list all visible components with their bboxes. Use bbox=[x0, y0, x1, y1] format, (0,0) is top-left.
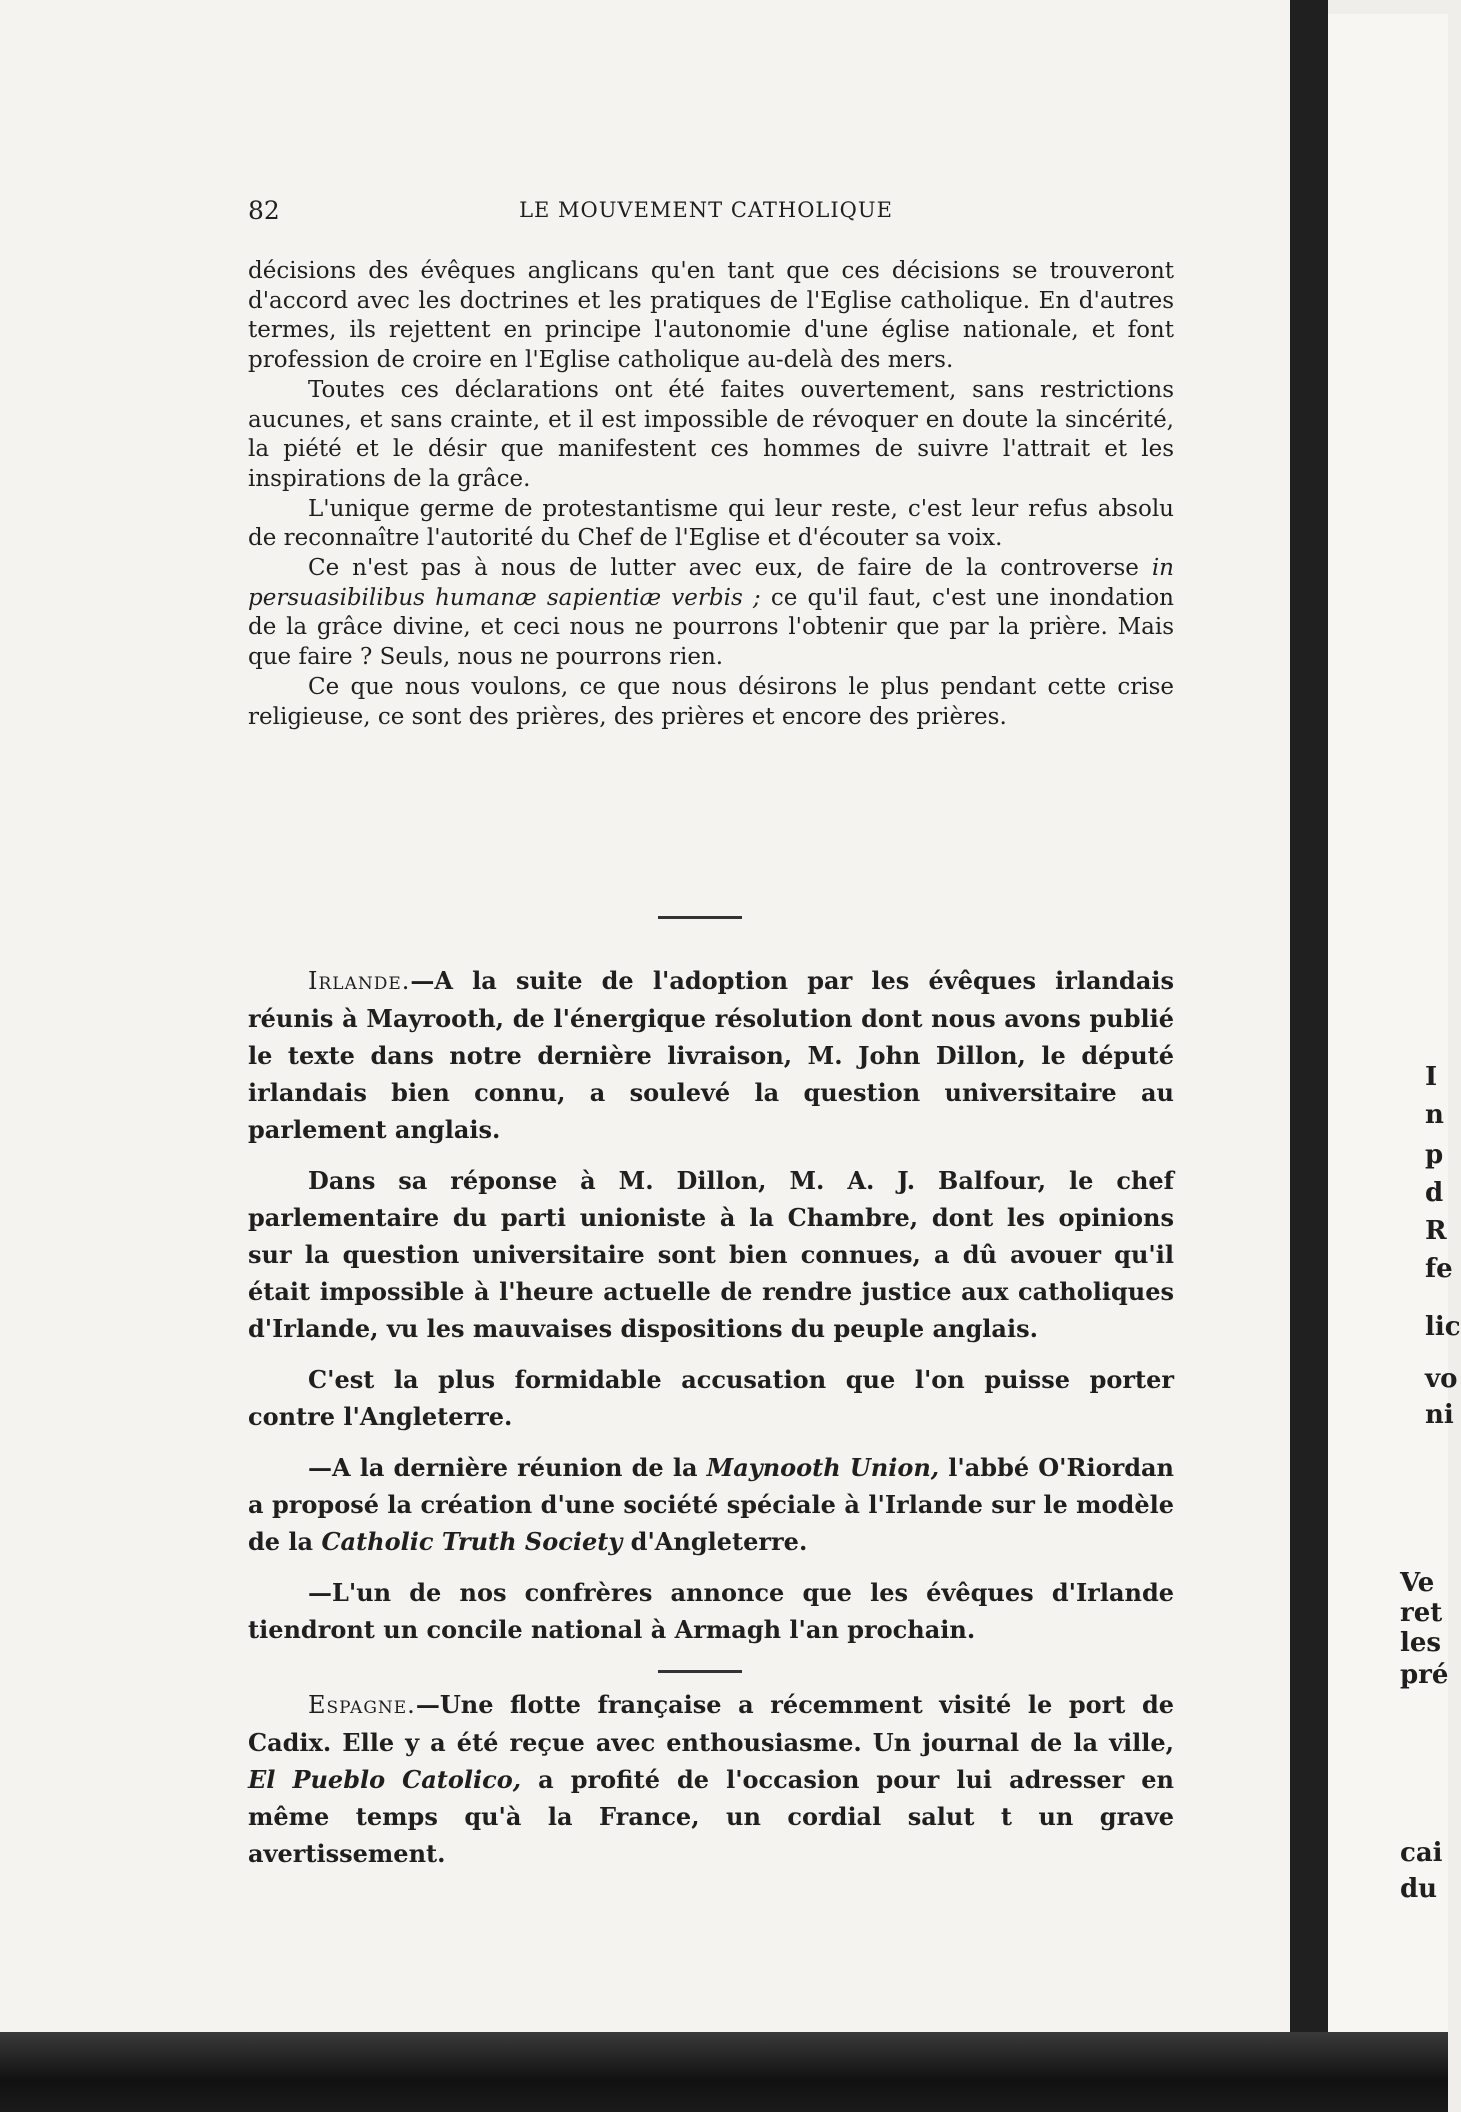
text-run: l'abbé O'Riordan a proposé la création d'une société spéciale à l'Irlande sur le modèle de la bbox=[248, 1453, 1174, 1556]
paragraph bbox=[248, 962, 1174, 1148]
paragraph bbox=[248, 1686, 1174, 1872]
spain-section bbox=[248, 1686, 1174, 1872]
page-fragment: fe bbox=[1425, 1254, 1453, 1284]
page-fragment: I bbox=[1425, 1062, 1438, 1092]
page-fragment: p bbox=[1425, 1140, 1444, 1170]
section-heading: Espagne. bbox=[308, 1691, 416, 1719]
page-fragment: pré bbox=[1400, 1660, 1449, 1690]
paragraph: décisions des évêques anglicans qu'en tant que ces décisions se trouveront d'accord avec les doctrines et les pratiques de l'Eglise catholique. En d'autres termes, ils rejettent en principe l'autonomie d'une église nationale, et font profession de croire en l'Eglise catholique au-delà des mers. bbox=[248, 258, 1174, 374]
page-number: 82 bbox=[248, 196, 280, 225]
latin-quote: in persuasibilibus humanæ sapientiæ verbis ; bbox=[248, 555, 1174, 611]
text-run: Ce n'est pas à nous de lutter avec eux, de faire de la controverse bbox=[308, 555, 1152, 582]
italic-name: El Pueblo Catolico, bbox=[248, 1765, 522, 1794]
paragraph: Dans sa réponse à M. Dillon, M. A. J. Balfour, le chef parlementaire du parti unioniste à la Chambre, dont les opinions sur la question universitaire sont bien connues, a dû avouer qu'il était impossible à l'heure actuelle de rendre justice aux catholiques d'Irlande, vu les mauvaises dispositions du peuple anglais. bbox=[248, 1166, 1174, 1343]
section-heading: Irlande. bbox=[308, 967, 411, 995]
paragraph bbox=[248, 554, 1174, 673]
text-run: —A la dernière réunion de la bbox=[308, 1453, 707, 1482]
italic-name: Catholic Truth Society bbox=[321, 1527, 623, 1556]
scan-bottom-edge bbox=[0, 2032, 1448, 2112]
anglican-section bbox=[248, 257, 1174, 732]
page-fragment: les bbox=[1400, 1628, 1442, 1658]
page-fragment: R bbox=[1425, 1216, 1447, 1246]
running-title: LE MOUVEMENT CATHOLIQUE bbox=[519, 198, 893, 222]
page-fragment: ni bbox=[1425, 1400, 1454, 1430]
page-fragment: du bbox=[1400, 1874, 1438, 1904]
paragraph: —L'un de nos confrères annonce que les évêques d'Irlande tiendront un concile national à Armagh l'an prochain. bbox=[248, 1578, 1174, 1644]
paragraph bbox=[248, 1449, 1174, 1560]
text-run: d'Angleterre. bbox=[622, 1527, 808, 1556]
book-gutter bbox=[1290, 0, 1328, 2060]
page-fragment: vo bbox=[1425, 1364, 1458, 1394]
page-fragment: d bbox=[1425, 1178, 1444, 1208]
running-head bbox=[248, 196, 1164, 236]
page-fragment: n bbox=[1425, 1100, 1444, 1130]
text-run: ce qu'il faut, c'est une inondation de la grâce divine, et ceci nous ne pourrons l'obtenir que par la prière. Mais que faire ? Seuls, nous ne pourrons rien. bbox=[248, 584, 1174, 671]
page-fragment: Ve bbox=[1400, 1568, 1435, 1598]
adjacent-page-edge bbox=[1328, 14, 1448, 2044]
paragraph: L'unique germe de protestantisme qui leur reste, c'est leur refus absolu de reconnaître l'autorité du Chef de l'Eglise et d'écouter sa voix. bbox=[248, 495, 1174, 552]
text-run: a profité de l'occasion pour lui adresser en même temps qu'à la France, un cordial salut t un grave avertissement. bbox=[248, 1765, 1174, 1868]
paragraph: Ce que nous voulons, ce que nous désirons le plus pendant cette crise religieuse, ce sont des prières, des prières et encore des prières. bbox=[248, 673, 1174, 730]
text-run: —A la suite de l'adoption par les évêques irlandais réunis à Mayrooth, de l'énergique résolution dont nous avons publié le texte dans notre dernière livraison, M. John Dillon, le député irlandais bien connu, a soulevé la question universitaire au parlement anglais. bbox=[248, 966, 1174, 1144]
ireland-section bbox=[248, 962, 1174, 1662]
page-fragment: cai bbox=[1400, 1838, 1443, 1868]
paragraph: Toutes ces déclarations ont été faites ouvertement, sans restrictions aucunes, et sans crainte, et il est impossible de révoquer en doute la sincérité, la piété et le désir que manifestent ces hommes de suivre l'attrait et les inspirations de la grâce. bbox=[248, 376, 1174, 492]
italic-name: Maynooth Union, bbox=[706, 1453, 940, 1482]
page-fragment: lic bbox=[1425, 1312, 1461, 1342]
section-divider bbox=[658, 1670, 742, 1673]
text-run: —Une flotte française a récemment visité le port de Cadix. Elle y a été reçue avec enthousiasme. Un journal de la ville, bbox=[248, 1690, 1174, 1757]
page-fragment: ret bbox=[1400, 1598, 1443, 1628]
section-divider bbox=[658, 916, 742, 919]
paragraph: C'est la plus formidable accusation que l'on puisse porter contre l'Angleterre. bbox=[248, 1365, 1174, 1431]
